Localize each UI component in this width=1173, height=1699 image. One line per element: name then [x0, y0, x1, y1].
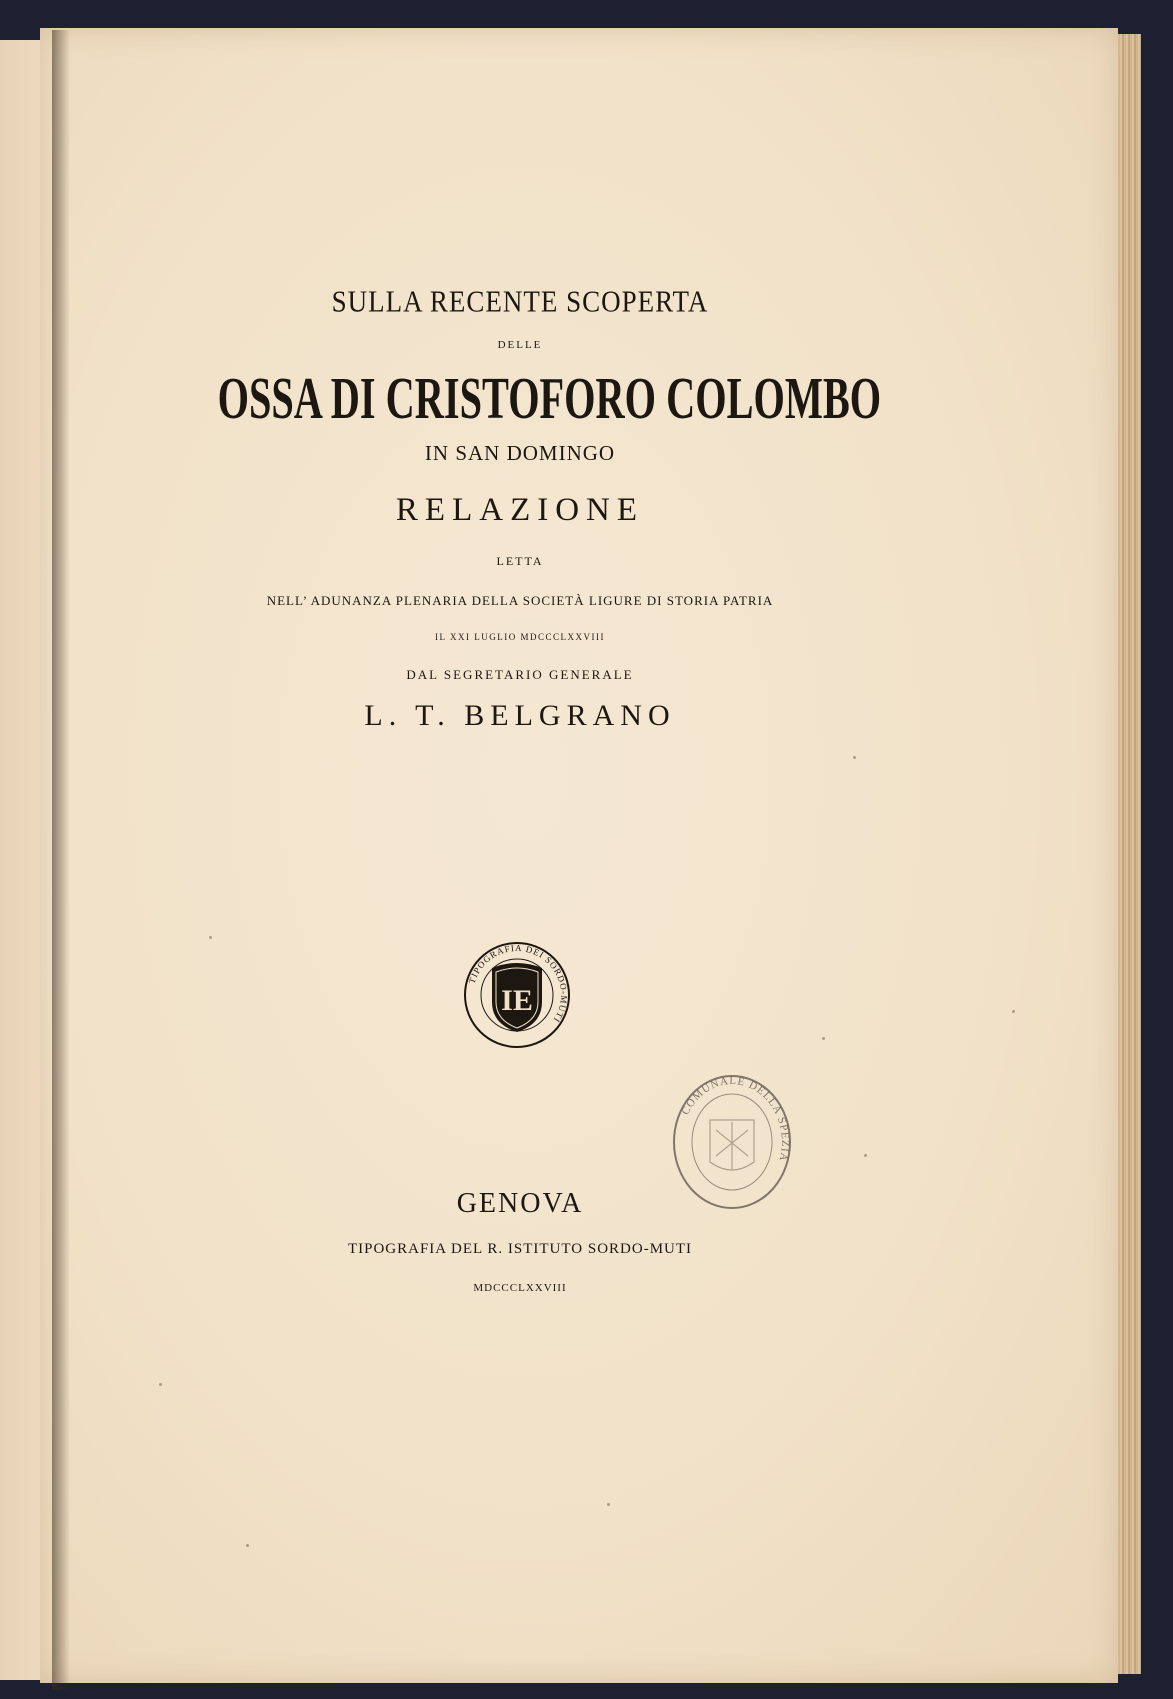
emblem-monogram: IE: [501, 984, 533, 1017]
paper-speck: [607, 1503, 610, 1506]
printer-emblem-icon: [462, 940, 572, 1050]
paper-speck: [864, 1154, 867, 1157]
paper-speck: [822, 1037, 825, 1040]
svg-text:COMUNALE DELLA SPEZIA: [679, 1075, 791, 1163]
paper-speck: [853, 756, 856, 759]
date-line: IL XXI LUGLIO MDCCCLXXVIII: [435, 632, 605, 642]
main-title: OSSA DI CRISTOFORO COLOMBO: [217, 366, 882, 432]
adunanza-line: NELL’ ADUNANZA PLENARIA DELLA SOCIETÀ LIGURE DI STORIA PATRIA: [266, 593, 774, 608]
paper-speck: [159, 1383, 162, 1386]
letta-line: LETTA: [496, 554, 544, 568]
place-line: IN SAN DOMINGO: [424, 441, 616, 465]
paper-speck: [209, 936, 212, 939]
emblem-ring-text: TIPOGRAFIA DEI SORDO-MUTI: [466, 942, 570, 1025]
title-block: [100, 270, 940, 731]
author-name: L. T. BELGRANO: [364, 699, 676, 732]
spine-shadow: [52, 30, 70, 1690]
imprint-printer: TIPOGRAFIA DEL R. ISTITUTO SORDO-MUTI: [347, 1241, 693, 1257]
imprint-year: MDCCCLXXVIII: [473, 1282, 567, 1294]
segretario-line: DAL SEGRETARIO GENERALE: [406, 667, 634, 682]
subtitle-top: SULLA RECENTE SCOPERTA: [331, 283, 709, 319]
paper-speck: [1012, 1010, 1015, 1013]
imprint-city: GENOVA: [456, 1188, 584, 1219]
subtitle-delle: DELLE: [497, 339, 543, 351]
stamp-ring-text: COMUNALE DELLA SPEZIA: [679, 1074, 792, 1163]
paper-speck: [246, 1544, 249, 1547]
imprint-block: [100, 1190, 940, 1294]
relazione-heading: RELAZIONE: [395, 492, 645, 528]
